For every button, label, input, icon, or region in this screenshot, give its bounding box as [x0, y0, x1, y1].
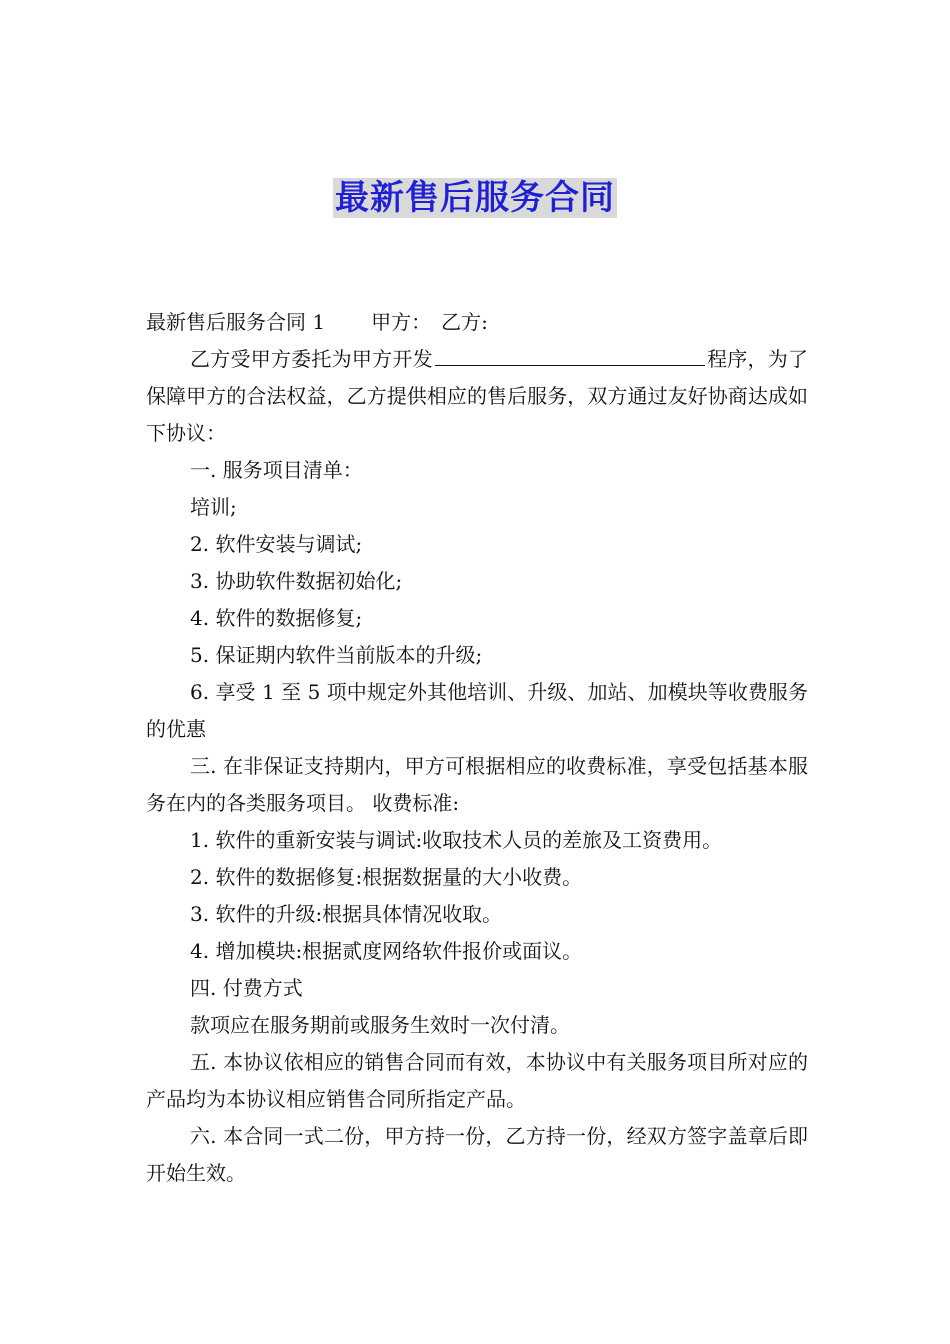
- section-4-title: 四. 付费方式: [190, 976, 303, 1000]
- service-item: 2. 软件安装与调试;: [190, 532, 363, 556]
- section-3: 三. 在非保证支持期内，甲方可根据相应的收费标准，享受包括基本服务在内的各类服务项目。 收费标准:: [146, 754, 808, 815]
- fee-item: 3. 软件的升级:根据具体情况收取。: [190, 902, 503, 926]
- party-a-label: 甲方：: [371, 310, 432, 334]
- section-5: 五. 本协议依相应的销售合同而有效，本协议中有关服务项目所对应的产品均为本协议相应销售合同所指定产品。: [146, 1050, 808, 1111]
- service-item: 4. 软件的数据修复;: [190, 606, 363, 630]
- title-container: [0, 178, 950, 218]
- section-6: 六. 本合同一式二份，甲方持一份，乙方持一份，经双方签字盖章后即开始生效。: [146, 1124, 808, 1185]
- paragraph-purpose: [146, 341, 808, 452]
- document-title: 最新售后服务合同: [335, 178, 615, 218]
- section-4-text: 款项应在服务期前或服务生效时一次付清。: [190, 1013, 570, 1037]
- program-name-blank: [435, 343, 705, 366]
- purpose-text-start: 乙方受甲方委托为甲方开发: [190, 347, 433, 371]
- service-item: 3. 协助软件数据初始化;: [190, 569, 403, 593]
- service-item: 5. 保证期内软件当前版本的升级;: [190, 643, 483, 667]
- purpose-text-end: 程序，为了保障甲方的合法权益，乙方提供相应的售后服务，双方通过友好协商达成如下协议：: [146, 347, 809, 445]
- party-b-label: 乙方:: [441, 310, 488, 334]
- section-1-title: 一. 服务项目清单：: [190, 458, 363, 482]
- service-item: 培训;: [190, 495, 237, 519]
- fee-item: 4. 增加模块:根据贰度网络软件报价或面议。: [190, 939, 583, 963]
- intro-line: [146, 304, 808, 341]
- document-body: [146, 304, 808, 1192]
- service-item: 6. 享受 1 至 5 项中规定外其他培训、升级、加站、加模块等收费服务的优惠: [146, 680, 808, 741]
- fee-item: 2. 软件的数据修复:根据数据量的大小收费。: [190, 865, 583, 889]
- fee-item: 1. 软件的重新安装与调试:收取技术人员的差旅及工资费用。: [190, 828, 723, 852]
- intro-heading: 最新售后服务合同 1: [146, 310, 326, 334]
